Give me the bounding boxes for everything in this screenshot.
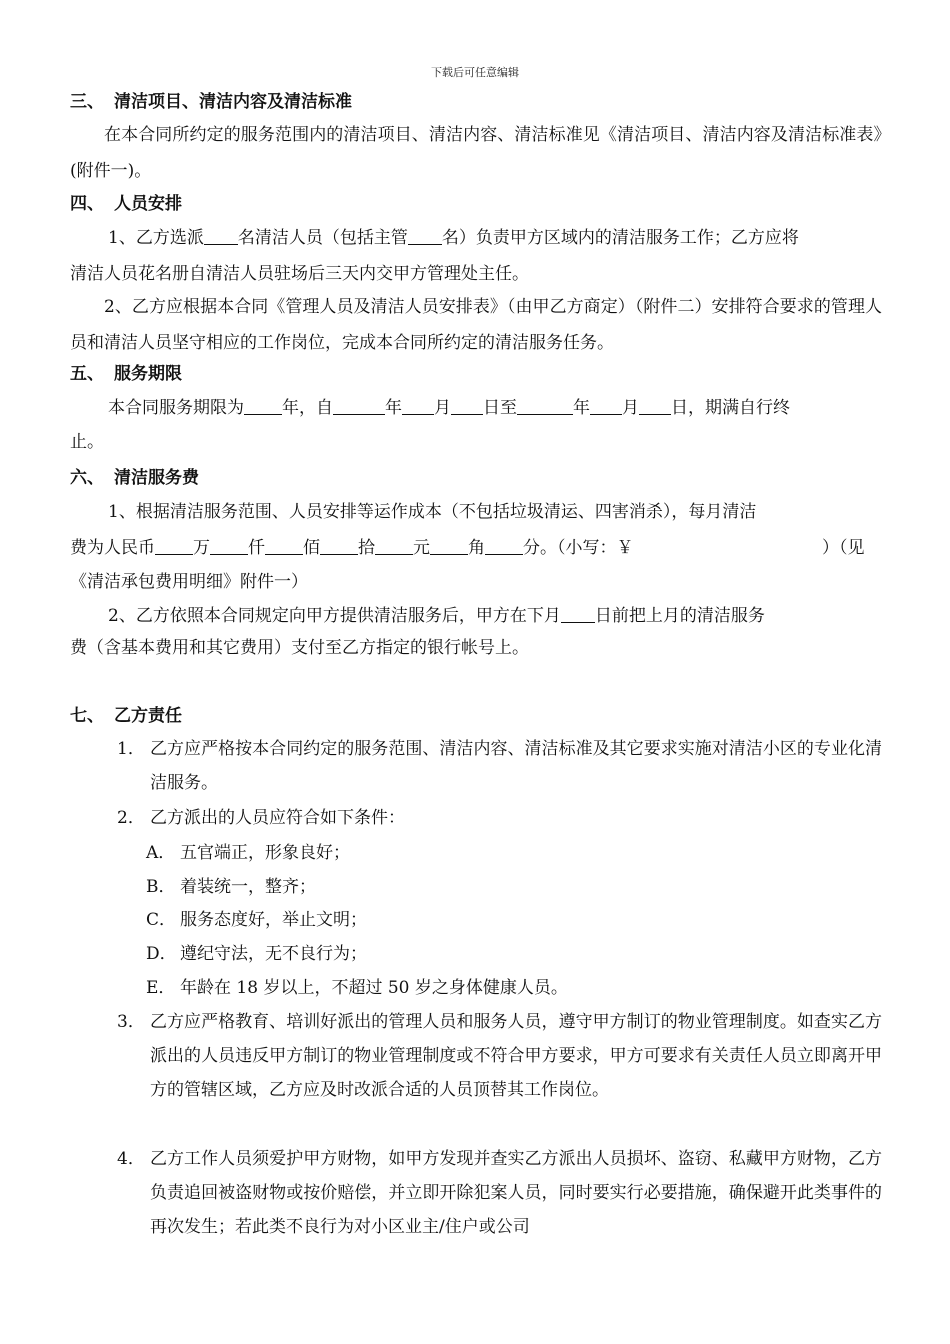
text: 佰 [303, 538, 320, 558]
section-3-title: 清洁项目、清洁内容及清洁标准 [114, 92, 352, 112]
section-6-p1-line2 [70, 536, 634, 560]
list-item [117, 801, 882, 835]
section-4-title: 人员安排 [114, 194, 182, 214]
section-6-p1-line3: 《清洁承包费用明细》附件一） [70, 572, 308, 592]
blank-jiao [430, 536, 468, 555]
text: 月 [434, 398, 451, 418]
blank-staff-count [204, 226, 238, 245]
text: 月 [622, 398, 639, 418]
section-4-number: 四、 [70, 194, 104, 214]
list-number: 2． [117, 808, 145, 828]
text: 元 [413, 538, 430, 558]
condition-letter: E． [146, 978, 176, 998]
section-7-heading [70, 704, 182, 728]
list-number: 4． [117, 1149, 145, 1169]
text: 拾 [358, 538, 375, 558]
text: 日至 [483, 398, 517, 418]
section-5-line1 [108, 396, 790, 420]
text: 本合同服务期限为 [108, 398, 244, 418]
condition-letter: D． [146, 944, 177, 964]
section-4-p1-line2: 清洁人员花名册自清洁人员驻场后三天内交甲方管理处主任。 [70, 264, 529, 284]
section-3-number: 三、 [70, 92, 104, 112]
condition-text: 五官端正，形象良好； [180, 843, 350, 863]
list-number: 1． [117, 739, 145, 759]
condition-letter: A． [146, 843, 176, 863]
section-3-body: 在本合同所约定的服务范围内的清洁项目、清洁内容、清洁标准见《清洁项目、清洁内容及清洁标准表》(附件一)。 [70, 125, 882, 181]
section-6-title: 清洁服务费 [114, 468, 199, 488]
section-6-number: 六、 [70, 468, 104, 488]
section-7-title: 乙方责任 [114, 706, 182, 726]
text: 年，自 [282, 398, 333, 418]
section-3-heading [70, 90, 352, 114]
text: 年 [385, 398, 402, 418]
condition-item [146, 841, 350, 865]
condition-text: 遵纪守法，无不良行为； [180, 944, 367, 964]
list-item [117, 732, 882, 800]
condition-item [146, 976, 568, 1000]
blank-start-month [402, 396, 434, 415]
section-4-p1-line1 [108, 226, 799, 250]
section-5-number: 五、 [70, 364, 104, 384]
section-6-p1-line1: 1、根据清洁服务范围、人员安排等运作成本（不包括垃圾清运、四害消杀），每月清洁 [108, 502, 757, 522]
text: 仟 [248, 538, 265, 558]
list-item [117, 1142, 882, 1244]
list-text: 乙方应严格按本合同约定的服务范围、清洁内容、清洁标准及其它要求实施对清洁小区的专业化清洁服务。 [150, 739, 882, 793]
text: 2、乙方依照本合同规定向甲方提供清洁服务后，甲方在下月 [108, 606, 561, 626]
text: 分。（小写：￥ [523, 538, 634, 558]
section-5-heading [70, 362, 182, 386]
condition-item [146, 908, 367, 932]
section-6-p1-see: ）（见 [822, 538, 865, 558]
section-4-heading [70, 192, 182, 216]
blank-bai [265, 536, 303, 555]
condition-item [146, 875, 316, 899]
text: 费为人民币 [70, 538, 155, 558]
blank-qian [210, 536, 248, 555]
blank-end-year [517, 396, 573, 415]
blank-supervisor-count [408, 226, 442, 245]
list-number: 3． [117, 1012, 145, 1032]
blank-pay-day [561, 604, 595, 623]
condition-letter: C． [146, 910, 177, 930]
blank-shi [320, 536, 358, 555]
text: 日，期满自行终 [671, 398, 790, 418]
blank-yuan [375, 536, 413, 555]
text: 名清洁人员（包括主管 [237, 228, 408, 248]
section-7-number: 七、 [70, 706, 104, 726]
list-text: 乙方派出的人员应符合如下条件： [150, 808, 405, 828]
condition-item [146, 942, 367, 966]
blank-years [244, 396, 282, 415]
condition-text: 服务态度好，举止文明； [180, 910, 367, 930]
watermark-text: 下载后可任意编辑 [431, 66, 519, 79]
blank-start-day [451, 396, 483, 415]
blank-end-day [639, 396, 671, 415]
text: 1、乙方选派 [108, 228, 204, 248]
section-6-p2-line2: 费（含基本费用和其它费用）支付至乙方指定的银行帐号上。 [70, 638, 529, 658]
text: 日前把上月的清洁服务 [594, 606, 765, 626]
condition-text: 年龄在 18 岁以上，不超过 50 岁之身体健康人员。 [180, 978, 568, 998]
blank-start-year [333, 396, 385, 415]
text: 名）负责甲方区域内的清洁服务工作；乙方应将 [441, 228, 799, 248]
blank-fen [485, 536, 523, 555]
list-item [117, 1005, 882, 1107]
condition-text: 着装统一，整齐； [180, 877, 316, 897]
blank-wan [155, 536, 193, 555]
list-text: 乙方工作人员须爱护甲方财物，如甲方发现并查实乙方派出人员损坏、盗窃、私藏甲方财物，乙方负责追回被盗财物或按价赔偿，并立即开除犯案人员，同时要实行必要措施，确保避开此类事件的再次发生；若此类不良行为对小区业主/住户或公司 [150, 1149, 882, 1237]
section-6-p2-line1 [108, 604, 765, 628]
text: 万 [193, 538, 210, 558]
section-5-line2: 止。 [70, 432, 104, 452]
section-4-p2: 2、乙方应根据本合同《管理人员及清洁人员安排表》（由甲乙方商定）（附件二）安排符合要求的管理人员和清洁人员坚守相应的工作岗位，完成本合同所约定的清洁服务任务。 [70, 297, 882, 353]
section-5-title: 服务期限 [114, 364, 182, 384]
blank-end-month [590, 396, 622, 415]
text: 年 [573, 398, 590, 418]
list-text: 乙方应严格教育、培训好派出的管理人员和服务人员，遵守甲方制订的物业管理制度。如查实乙方派出的人员违反甲方制订的物业管理制度或不符合甲方要求，甲方可要求有关责任人员立即离开甲方的管辖区域，乙方应及时改派合适的人员顶替其工作岗位。 [150, 1012, 882, 1100]
section-6-heading [70, 466, 199, 490]
text: 角 [468, 538, 485, 558]
condition-letter: B． [146, 877, 176, 897]
